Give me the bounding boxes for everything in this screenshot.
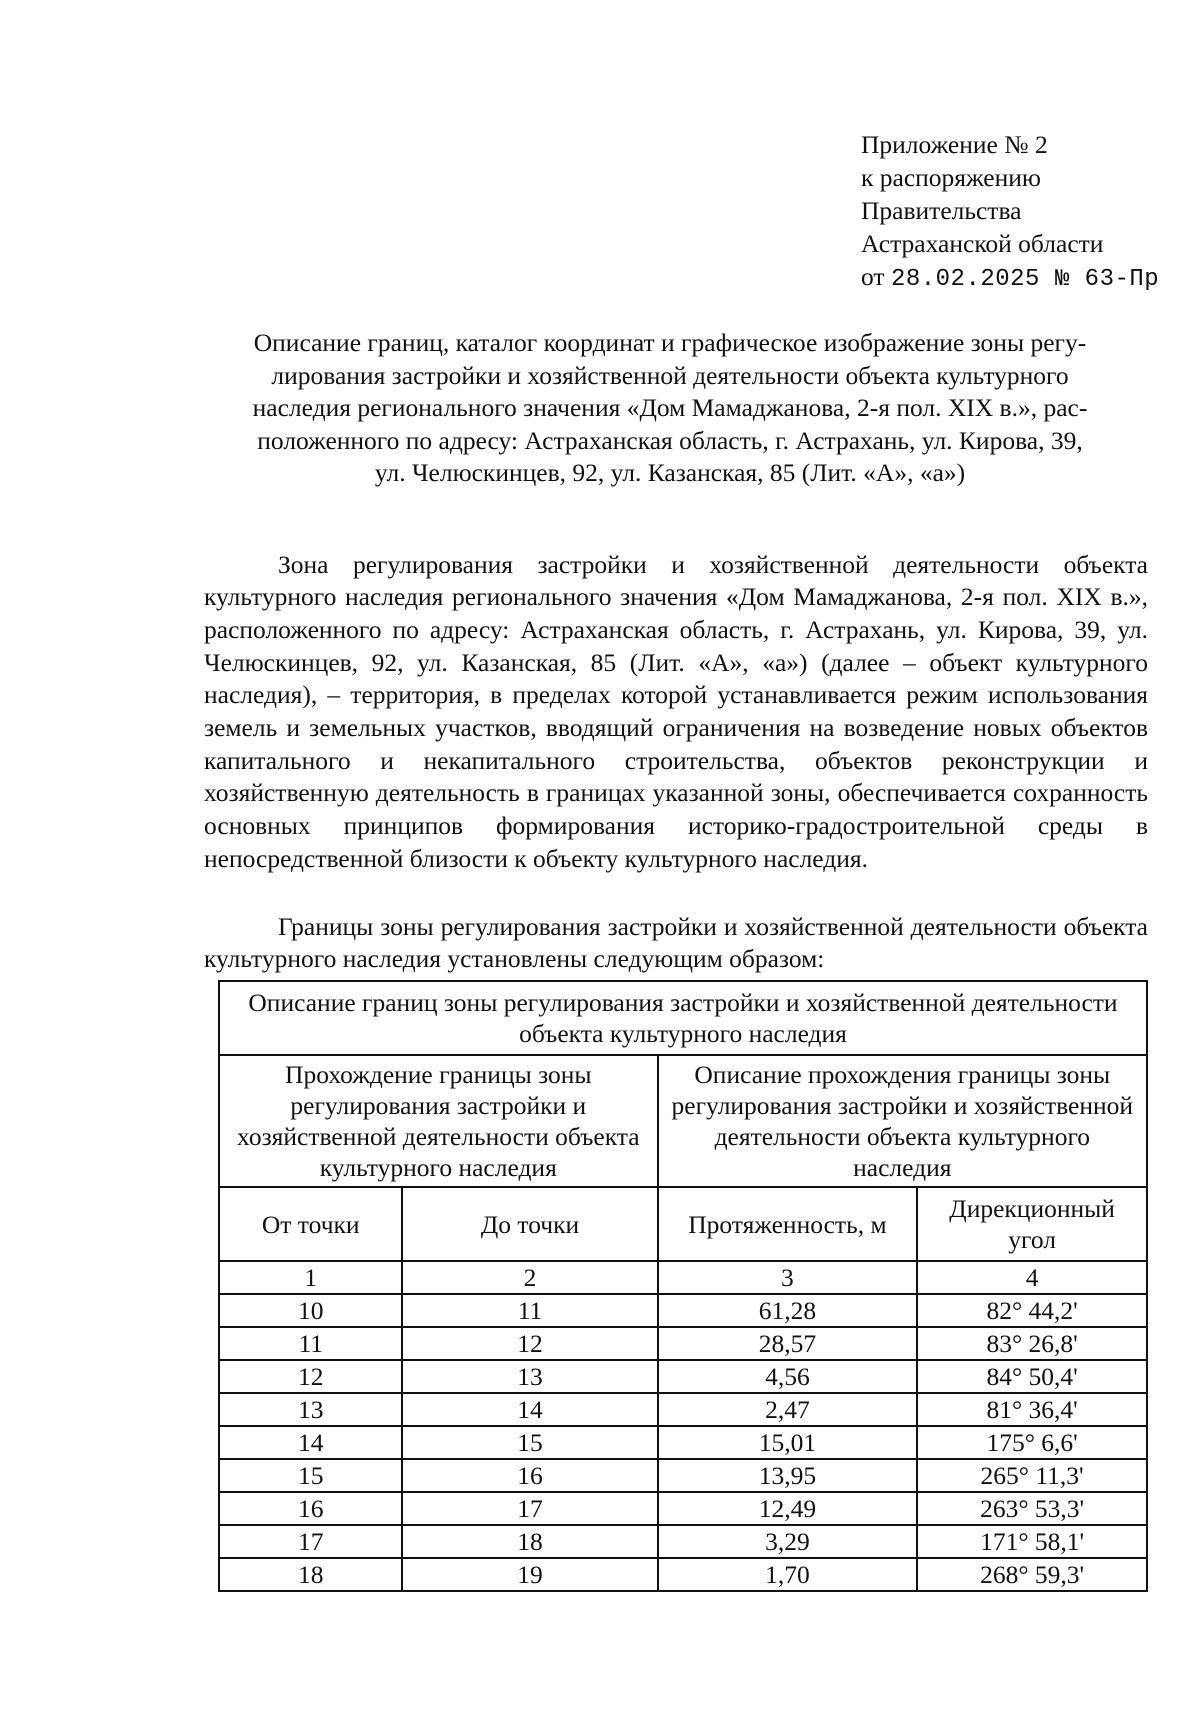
cell-from-point: 16 <box>219 1492 402 1525</box>
table-row <box>219 1327 1147 1360</box>
table-row <box>219 1426 1147 1459</box>
appendix-date-registration: 28.02.2025 № 63-Пр <box>890 266 1160 293</box>
cell-direction-angle: 82° 44,2' <box>917 1294 1147 1327</box>
cell-to-point: 17 <box>402 1492 657 1525</box>
cell-length: 61,28 <box>658 1294 918 1327</box>
cell-from-point: 15 <box>219 1459 402 1492</box>
cell-to-point: 11 <box>402 1294 657 1327</box>
cell-length: 1,70 <box>658 1558 918 1591</box>
column-number: 4 <box>917 1261 1147 1294</box>
column-header-from: От точки <box>219 1187 402 1261</box>
cell-length: 2,47 <box>658 1393 918 1426</box>
appendix-line: Астраханской области <box>861 229 1104 258</box>
appendix-line: Приложение № 2 <box>861 130 1048 159</box>
column-number: 2 <box>402 1261 657 1294</box>
appendix-block <box>861 128 1159 296</box>
table-caption-row <box>219 981 1147 1055</box>
cell-to-point: 14 <box>402 1393 657 1426</box>
cell-to-point: 19 <box>402 1558 657 1591</box>
cell-length: 4,56 <box>658 1360 918 1393</box>
cell-length: 28,57 <box>658 1327 918 1360</box>
cell-direction-angle: 263° 53,3' <box>917 1492 1147 1525</box>
zone-description-paragraph: Зона регулирования застройки и хозяйственной деятельности объекта культурного наследия регионального значения «Дом Мамаджанова, 2-я пол. XIX в.», расположенного по адресу: Астраханская область, г. Астрахань, ул. Кирова, 39, ул. Челюскинцев, 92, ул. Казанская, 85 (Лит. «А», «а») (далее – объект культурного наследия), – территория, в пределах которой устанавливается режим использования земель и земельных участков, вводящий ограничения на возведение новых объектов капитального и некапитального строительства, объектов реконструкции и хозяйственную деятельность в границах указанной зоны, обеспечивается сохранность основных принципов формирования историко-градостроительной среды в непосредственной близости к объекту культурного наследия. <box>204 549 1148 873</box>
boundary-table <box>218 980 1148 1592</box>
appendix-line: Правительства <box>861 196 1022 225</box>
cell-from-point: 10 <box>219 1294 402 1327</box>
table-group-header-row <box>219 1055 1147 1187</box>
cell-direction-angle: 175° 6,6' <box>917 1426 1147 1459</box>
cell-direction-angle: 81° 36,4' <box>917 1393 1147 1426</box>
cell-from-point: 13 <box>219 1393 402 1426</box>
cell-from-point: 14 <box>219 1426 402 1459</box>
cell-from-point: 17 <box>219 1525 402 1558</box>
table-column-header-row <box>219 1187 1147 1261</box>
cell-to-point: 12 <box>402 1327 657 1360</box>
cell-direction-angle: 268° 59,3' <box>917 1558 1147 1591</box>
table-row <box>219 1525 1147 1558</box>
cell-to-point: 13 <box>402 1360 657 1393</box>
title-line: положенного по адресу: Астраханская область, г. Астрахань, ул. Кирова, 39, <box>257 425 1083 455</box>
table-row <box>219 1459 1147 1492</box>
title-line: Описание границ, каталог координат и графическое изображение зоны регу- <box>253 328 1087 357</box>
title-line: лирования застройки и хозяйственной деятельности объекта культурного <box>271 360 1069 390</box>
cell-to-point: 18 <box>402 1525 657 1558</box>
table-row <box>219 1393 1147 1426</box>
table-row <box>219 1294 1147 1327</box>
boundaries-intro-paragraph: Границы зоны регулирования застройки и хозяйственной деятельности объекта культурного наследия установлены следующим образом: <box>204 911 1148 974</box>
cell-from-point: 11 <box>219 1327 402 1360</box>
cell-from-point: 12 <box>219 1360 402 1393</box>
table-caption: Описание границ зоны регулирования застройки и хозяйственной деятельности объекта культурного наследия <box>219 981 1147 1055</box>
title-line: ул. Челюскинцев, 92, ул. Казанская, 85 (Лит. «А», «а») <box>374 458 966 487</box>
cell-to-point: 15 <box>402 1426 657 1459</box>
cell-to-point: 16 <box>402 1459 657 1492</box>
column-number: 3 <box>658 1261 918 1294</box>
group-header-passage: Прохождение границы зоны регулирования застройки и хозяйственной деятельности объекта культурного наследия <box>219 1055 658 1187</box>
document-title <box>200 327 1140 490</box>
cell-length: 12,49 <box>658 1492 918 1525</box>
table-row <box>219 1360 1147 1393</box>
table-row <box>219 1492 1147 1525</box>
cell-from-point: 18 <box>219 1558 402 1591</box>
table-row <box>219 1558 1147 1591</box>
group-header-description: Описание прохождения границы зоны регулирования застройки и хозяйственной деятельности объекта культурного наследия <box>658 1055 1147 1187</box>
column-header-length: Протяженность, м <box>658 1187 918 1261</box>
column-header-to: До точки <box>402 1187 657 1261</box>
appendix-line: к распоряжению <box>861 163 1041 192</box>
appendix-date-line <box>861 260 1159 296</box>
cell-direction-angle: 171° 58,1' <box>917 1525 1147 1558</box>
cell-length: 15,01 <box>658 1426 918 1459</box>
cell-direction-angle: 84° 50,4' <box>917 1360 1147 1393</box>
column-header-angle: Дирекционный угол <box>917 1187 1147 1261</box>
cell-direction-angle: 83° 26,8' <box>917 1327 1147 1360</box>
column-number: 1 <box>219 1261 402 1294</box>
cell-direction-angle: 265° 11,3' <box>917 1459 1147 1492</box>
cell-length: 13,95 <box>658 1459 918 1492</box>
appendix-date-prefix: от <box>861 262 885 291</box>
cell-length: 3,29 <box>658 1525 918 1558</box>
title-line: наследия регионального значения «Дом Мамаджанова, 2-я пол. XIX в.», рас- <box>252 393 1088 422</box>
table-column-number-row <box>219 1261 1147 1294</box>
